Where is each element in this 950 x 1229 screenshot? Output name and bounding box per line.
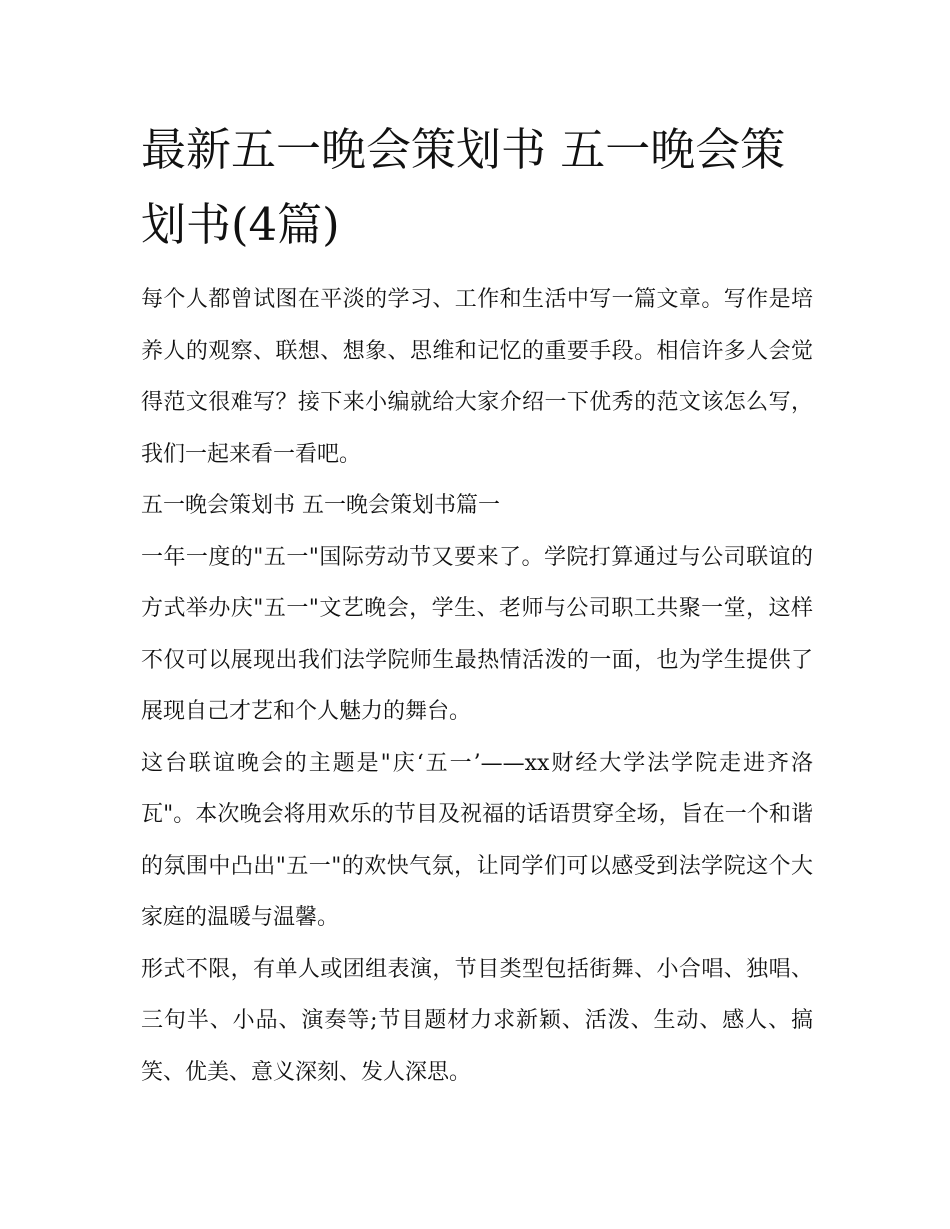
body-paragraph: 一年一度的"五一"国际劳动节又要来了。学院打算通过与公司联谊的方式举办庆"五一"文艺晚会，学生、老师与公司职工共聚一堂，这样不仅可以展现出我们法学院师生最热情活泼的一面，也为学生提供了展现自己才艺和个人魅力的舞台。 <box>141 544 813 724</box>
intro-paragraph: 每个人都曾试图在平淡的学习、工作和生活中写一篇文章。写作是培养人的观察、联想、想象、思维和记忆的重要手段。相信许多人会觉得范文很难写？接下来小编就给大家介绍一下优秀的范文该怎么写，我们一起来看一看吧。 <box>141 287 813 467</box>
body-paragraph: 这台联谊晚会的主题是"庆‘五一’——xx财经大学法学院走进齐洛瓦"。本次晚会将用欢乐的节目及祝福的话语贯穿全场，旨在一个和谐的氛围中凸出"五一"的欢快气氛，让同学们可以感受到法学院这个大家庭的温暖与温馨。 <box>141 750 813 930</box>
body-paragraph: 形式不限，有单人或团组表演，节目类型包括街舞、小合唱、独唱、三句半、小品、演奏等;节目题材力求新颖、活泼、生动、感人、搞笑、优美、意义深刻、发人深思。 <box>141 956 813 1085</box>
document-page <box>141 112 813 1098</box>
document-title: 最新五一晚会策划书 五一晚会策划书(4篇) <box>141 123 786 251</box>
section-heading: 五一晚会策划书 五一晚会策划书篇一 <box>141 493 500 518</box>
